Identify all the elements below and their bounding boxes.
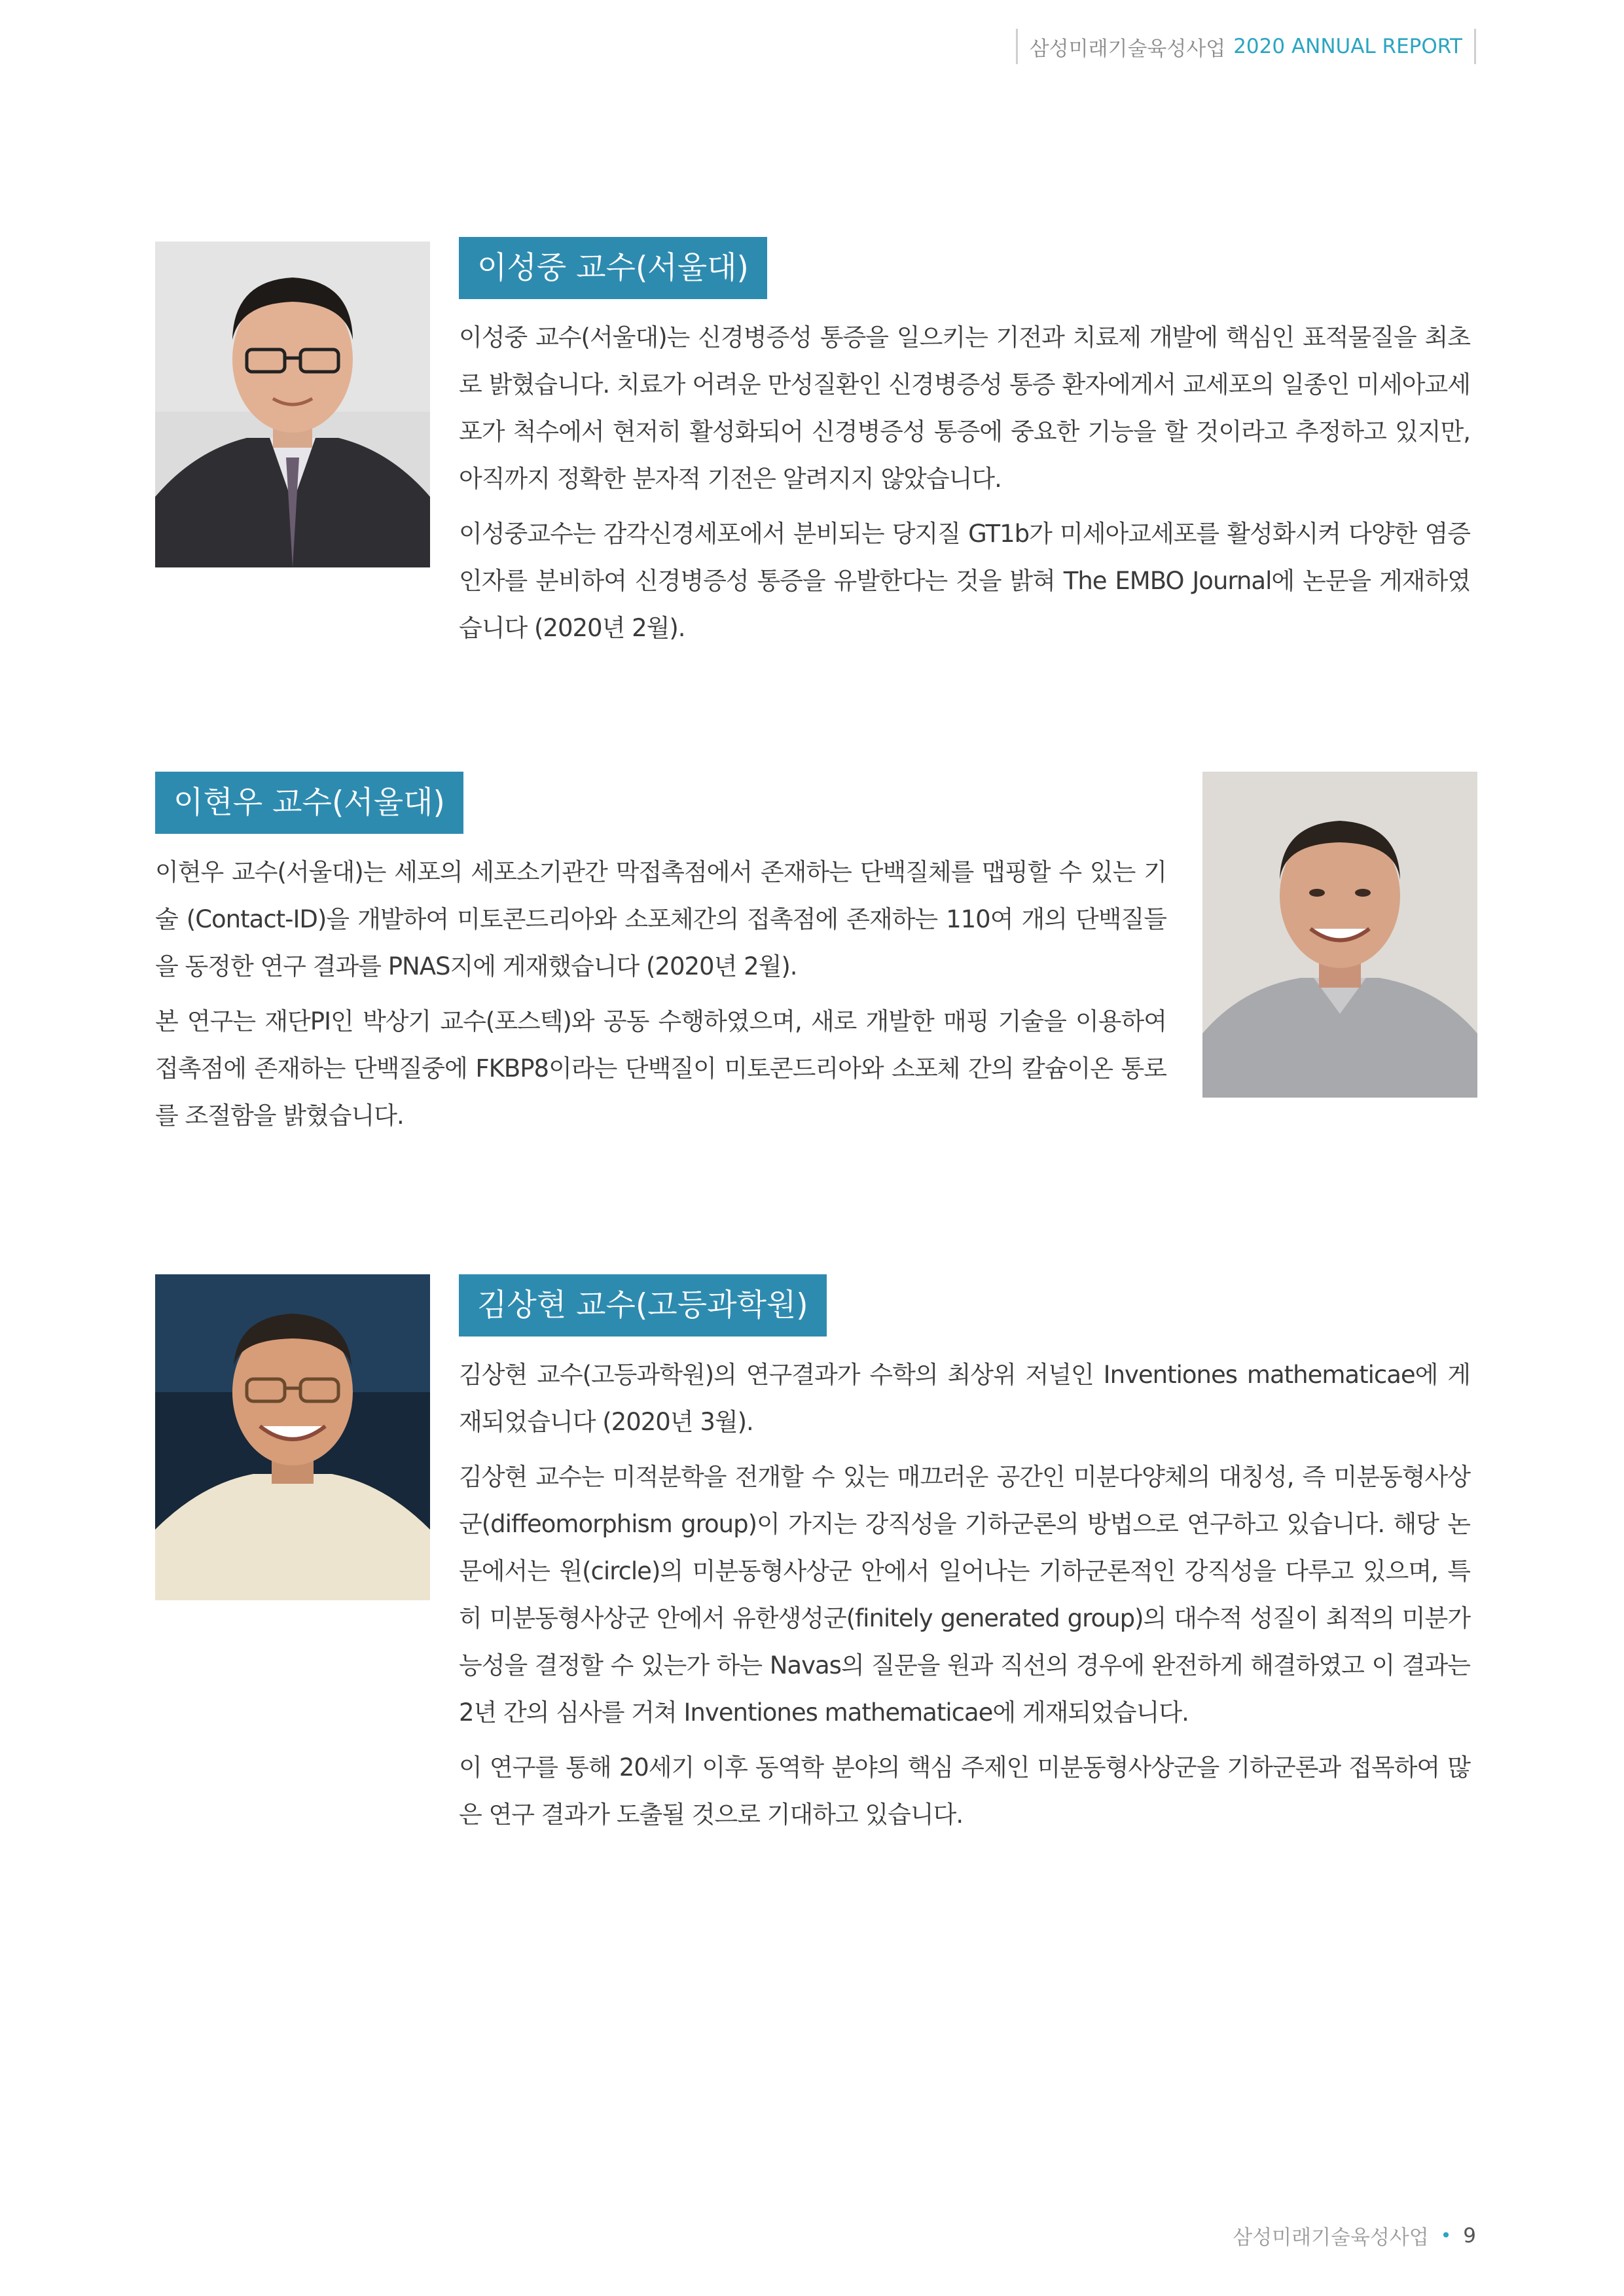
header-org: 삼성미래기술육성사업	[1029, 37, 1226, 61]
portrait-photo-3	[155, 1274, 430, 1600]
paragraph: 김상현 교수는 미적분학을 전개할 수 있는 매끄러운 공간인 미분다양체의 대칭성, 즉 미분동형사상군(diffeomorphism group)이 가지는 강직성을 기하군론의 방법으로 연구하고 있습니다. 해당 논문에서는 원(circle)의 미분동형사상군 안에서 일어나는 기하군론적인 강직성을 다루고 있으며, 특히 미분동형사상군 안에서 유한생성군(finitely generated group)의 대수적 성질이 최적의 미분가능성을 결정할 수 있는가 하는 Navas의 질문을 원과 직선의 경우에 완전하게 해결하였고 이 결과는 2년 간의 심사를 거쳐 Inventiones mathematicae에 게재되었습니다.	[459, 1463, 1470, 1727]
page-header	[1016, 29, 1476, 64]
professor-name-2: 이현우 교수(서울대)	[155, 772, 463, 834]
paragraph: 본 연구는 재단PI인 박상기 교수(포스텍)와 공동 수행하였으며, 새로 개발한 매핑 기술을 이용하여 접촉점에 존재하는 단백질중에 FKBP8이라는 단백질이 미토콘드리아와 소포체 간의 칼슘이온 통로를 조절함을 밝혔습니다.	[155, 1007, 1166, 1130]
paragraph: 이성중교수는 감각신경세포에서 분비되는 당지질 GT1b가 미세아교세포를 활성화시켜 다양한 염증 인자를 분비하여 신경병증성 통증을 유발한다는 것을 밝혀 The EMBO Journal에 논문을 게재하였습니다 (2020년 2월).	[459, 520, 1470, 642]
paragraph: 김상현 교수(고등과학원)의 연구결과가 수학의 최상위 저널인 Inventiones mathematicae에 게재되었습니다 (2020년 3월).	[459, 1361, 1470, 1436]
professor-name-1: 이성중 교수(서울대)	[459, 237, 767, 299]
portrait-photo-1	[155, 242, 430, 567]
professor-name-3: 김상현 교수(고등과학원)	[459, 1274, 827, 1336]
description-2	[155, 849, 1166, 1147]
header-report-title: 2020 ANNUAL REPORT	[1233, 35, 1462, 58]
page-footer	[1233, 2221, 1476, 2250]
paragraph: 이현우 교수(서울대)는 세포의 세포소기관간 막접촉점에서 존재하는 단백질체를 맵핑할 수 있는 기술 (Contact-ID)을 개발하여 미토콘드리아와 소포체간의 접촉점에 존재하는 110여 개의 단백질들을 동정한 연구 결과를 PNAS지에 게재했습니다 (2020년 2월).	[155, 858, 1166, 980]
footer-org: 삼성미래기술육성사업	[1233, 2226, 1429, 2250]
portrait-photo-2	[1202, 772, 1477, 1098]
description-3	[459, 1352, 1470, 1846]
description-1	[459, 314, 1470, 660]
footer-separator-dot: •	[1440, 2225, 1452, 2246]
page-number: 9	[1463, 2223, 1476, 2248]
paragraph: 이성중 교수(서울대)는 신경병증성 통증을 일으키는 기전과 치료제 개발에 핵심인 표적물질을 최초로 밝혔습니다. 치료가 어려운 만성질환인 신경병증성 통증 환자에게서 교세포의 일종인 미세아교세포가 척수에서 현저히 활성화되어 신경병증성 통증에 중요한 기능을 할 것이라고 추정하고 있지만, 아직까지 정확한 분자적 기전은 알려지지 않았습니다.	[459, 323, 1470, 493]
paragraph: 이 연구를 통해 20세기 이후 동역학 분야의 핵심 주제인 미분동형사상군을 기하군론과 접목하여 많은 연구 결과가 도출될 것으로 기대하고 있습니다.	[459, 1753, 1470, 1829]
